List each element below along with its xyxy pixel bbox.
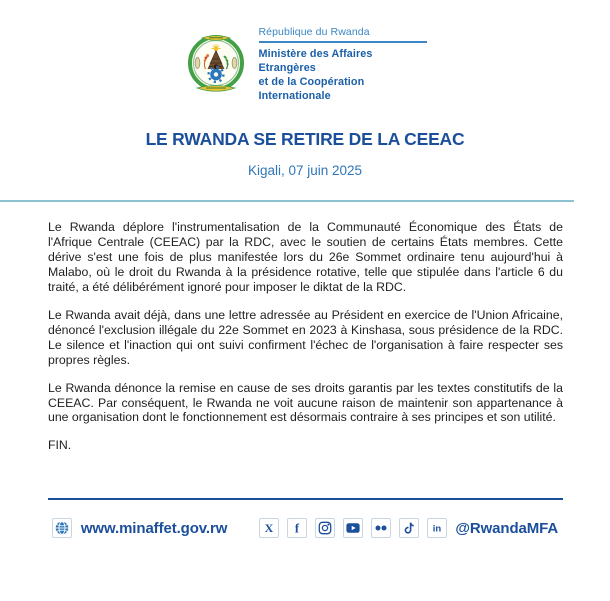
paragraph-2: Le Rwanda avait déjà, dans une lettre adressée au Président en exercice de l'Union Africaine, dénoncé l'exclusion illégale du 22e Sommet en 2023 à Kinshasa, sous présidence de la RDC. Le silence et l'inaction qui ont suivi confirment l'échec de l'organisation à faire respecter ses propres règles. [48, 307, 563, 367]
ministry-name-line2: et de la Coopération Internationale [258, 76, 365, 103]
linkedin-icon[interactable] [427, 518, 447, 538]
social-icons-row [259, 518, 447, 538]
svg-text:X: X [264, 521, 274, 536]
rwanda-coat-of-arms-emblem [184, 33, 248, 97]
paragraph-3: Le Rwanda dénonce la remise en cause de ses droits garantis par les textes constitutifs de la CEEAC. Par conséquent, le Rwanda ne voit aucune raison de maintenir son appartenance à une organisation dont le fonctionnement est désormais contraire à ses principes et son utilité. [48, 380, 563, 425]
dateline: Kigali, 07 juin 2025 [247, 163, 363, 179]
ministry-header-text [259, 26, 427, 103]
teal-separator-rule [0, 200, 574, 202]
youtube-icon[interactable] [343, 518, 363, 538]
website-link[interactable]: www.minaffet.gov.rw [80, 519, 228, 537]
globe-icon [52, 518, 72, 538]
footer-separator-rule [48, 498, 563, 500]
facebook-icon[interactable] [287, 518, 307, 538]
press-release-body [48, 220, 563, 425]
republic-label: République du Rwanda [258, 26, 370, 38]
ministry-name-line1: Ministère des Affaires Etrangères [258, 48, 373, 75]
x-twitter-icon[interactable] [259, 518, 279, 538]
footer-bar [0, 518, 610, 538]
paragraph-1: Le Rwanda déplore l'instrumentalisation de la Communauté Économique des États de l'Afrique Centrale (CEEAC) par la RDC, avec le soutien de certains États membres. Cette dérive s'est une fois de plus manifestée lors du 26e Sommet ordinaire tenu aujourd'hui à Malabo, où le droit du Rwanda à la présidence rotative, telle que stipulée dans l'article 6 du traité, a été délibérément ignoré pour imposer le diktat de la RDC. [48, 220, 563, 294]
page-title: LE RWANDA SE RETIRE DE LA CEEAC [145, 129, 465, 150]
closing-fin: FIN. [48, 438, 72, 453]
svg-text:in: in [433, 523, 442, 535]
social-handle[interactable]: @RwandaMFA [455, 519, 559, 537]
tiktok-icon[interactable] [399, 518, 419, 538]
svg-text:f: f [295, 521, 300, 536]
flickr-icon[interactable] [371, 518, 391, 538]
header-divider [259, 41, 427, 43]
instagram-icon[interactable] [315, 518, 335, 538]
ministry-header [0, 0, 610, 103]
